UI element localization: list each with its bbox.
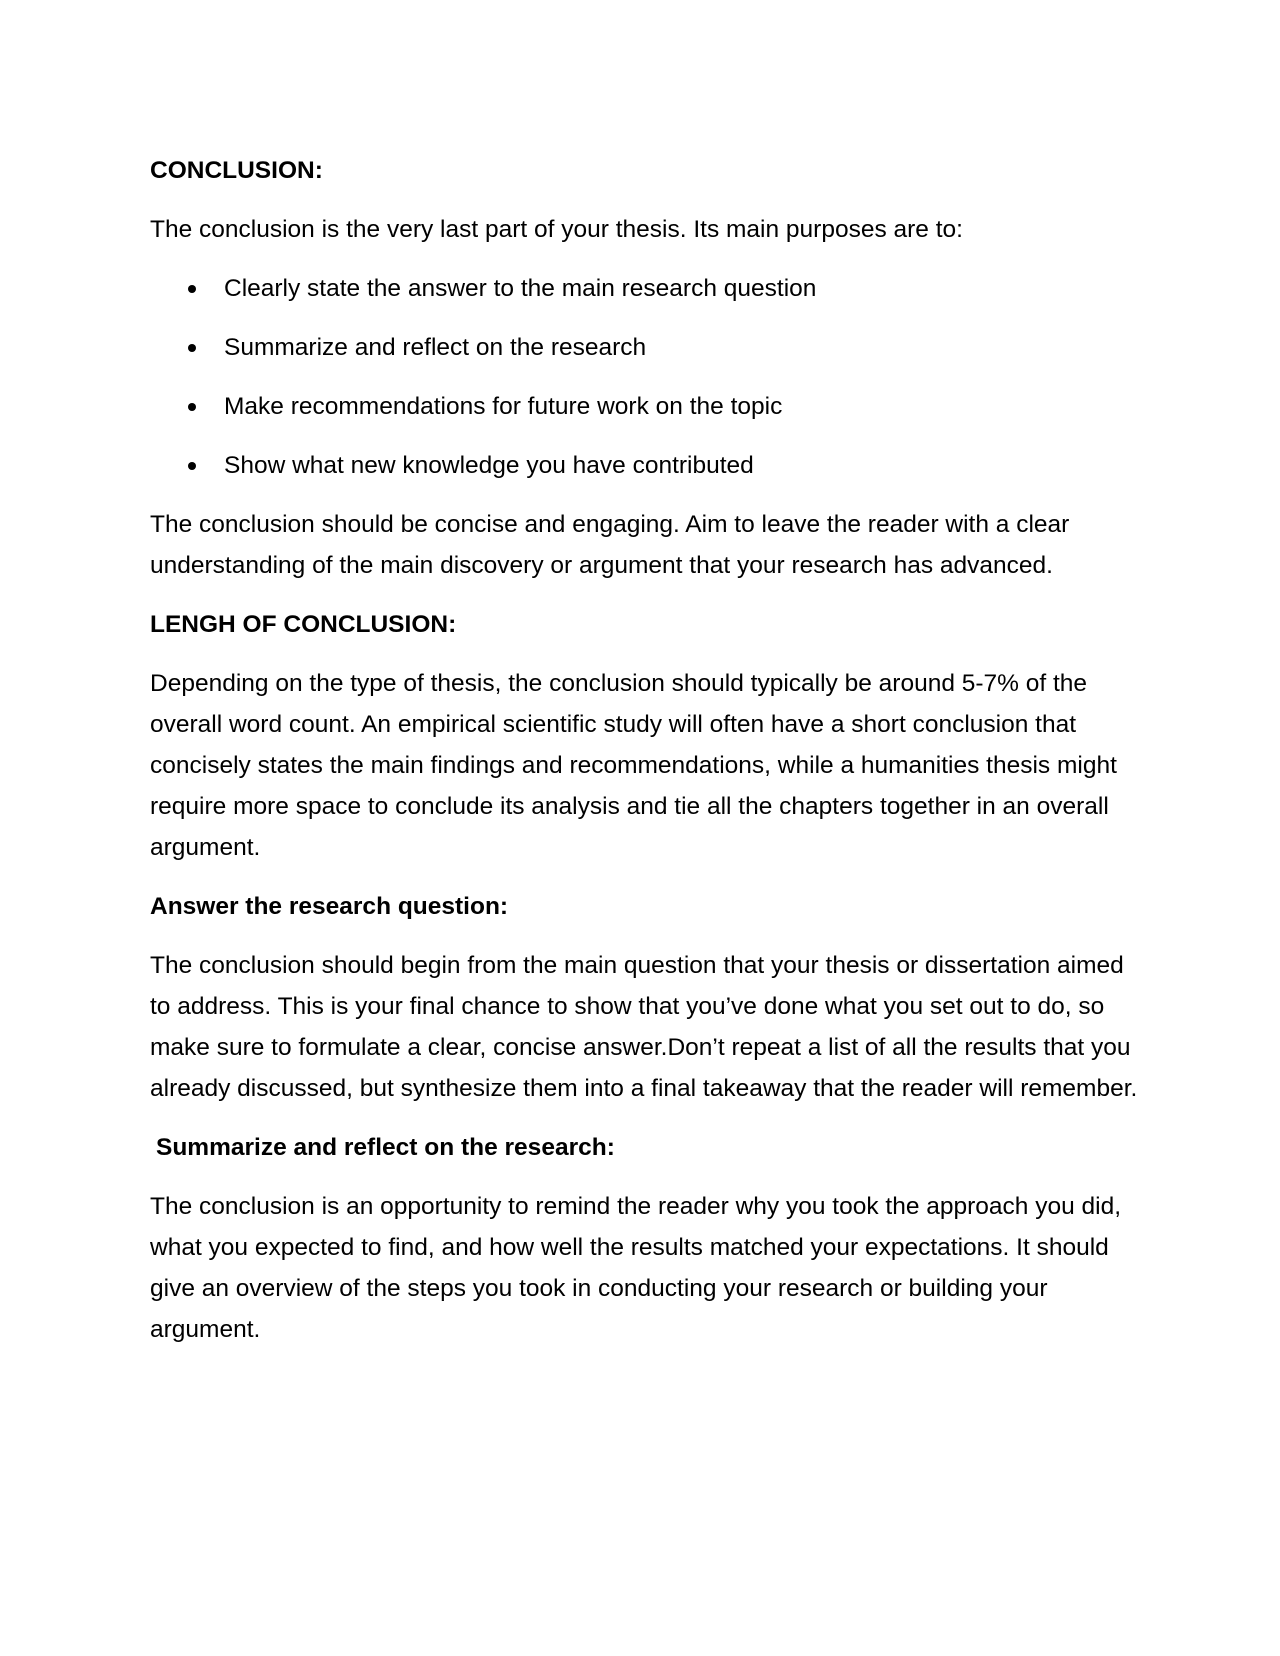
section-heading-answer: Answer the research question: (150, 893, 509, 920)
list-item-text: Show what new knowledge you have contributed (224, 452, 754, 479)
list-item-text: Clearly state the answer to the main research question (224, 275, 817, 302)
length-paragraph: Depending on the type of thesis, the conclusion should typically be around 5-7% of the overall word count. An empirical scientific study will often have a short conclusion that concisely states the main findings and recommendations, while a humanities thesis might require more space to conclude its analysis and tie all the chapters together in an overall argument. (150, 670, 1117, 861)
bullet-icon (188, 285, 196, 293)
list-item-text: Summarize and reflect on the research (224, 334, 647, 361)
list-item (150, 268, 1140, 309)
list-item (150, 327, 1140, 368)
bullet-icon (188, 462, 196, 470)
bullet-icon (188, 344, 196, 352)
list-item-text: Make recommendations for future work on the topic (224, 393, 783, 420)
conclusion-intro-paragraph: The conclusion is the very last part of your thesis. Its main purposes are to: (150, 216, 963, 243)
document-page (150, 150, 1140, 1368)
answer-paragraph: The conclusion should begin from the main question that your thesis or dissertation aimed to address. This is your final chance to show that you’ve done what you set out to do, so make sure to formulate a clear, concise answer.Don’t repeat a list of all the results that you already discussed, but synthesize them into a final takeaway that the reader will remember. (150, 952, 1138, 1102)
section-heading-summarize: Summarize and reflect on the research: (156, 1134, 615, 1161)
purposes-list (150, 268, 1140, 486)
section-heading-length: LENGH OF CONCLUSION: (150, 611, 457, 638)
summarize-paragraph: The conclusion is an opportunity to remind the reader why you took the approach you did, what you expected to find, and how well the results matched your expectations. It should give an overview of the steps you took in conducting your research or building your argument. (150, 1193, 1122, 1343)
list-item (150, 386, 1140, 427)
bullet-icon (188, 403, 196, 411)
section-heading-conclusion: CONCLUSION: (150, 157, 323, 184)
list-item (150, 445, 1140, 486)
conclusion-closing-paragraph: The conclusion should be concise and engaging. Aim to leave the reader with a clear understanding of the main discovery or argument that your research has advanced. (150, 511, 1070, 579)
